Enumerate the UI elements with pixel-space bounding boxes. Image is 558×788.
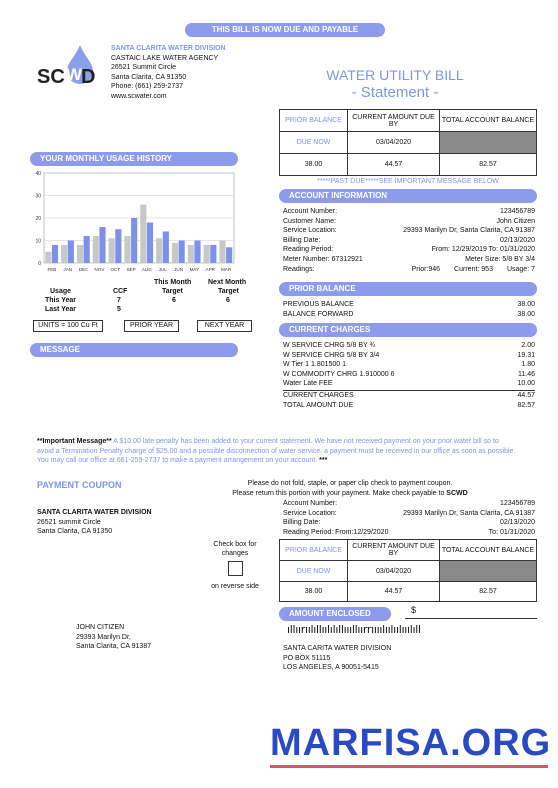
svg-text:W: W — [66, 65, 83, 84]
prior-balance-header: PRIOR BALANCE — [280, 110, 348, 132]
important-tail: *** — [317, 457, 328, 464]
coupon-due-date: 03/04/2020 — [348, 561, 440, 582]
chart-bar — [188, 245, 194, 263]
coupon-instructions — [200, 479, 500, 499]
checkbox-label: Check box for changes — [213, 541, 257, 557]
reading-period: From: 12/29/2019 To: 01/31/2020 — [431, 246, 535, 254]
sender-line: Santa Clarita, CA 91350 — [111, 73, 187, 81]
sender-line: www.scwater.com — [111, 92, 167, 100]
usage-reading: Usage: 7 — [506, 265, 535, 273]
prior-balance-section — [283, 300, 535, 319]
chart-ytick-label: 40 — [35, 171, 41, 177]
coupon-from-name: SANTA CLARITA WATER DIVISION — [37, 509, 152, 516]
charge-label: W SERVICE CHRG 5/8 BY 3/4 — [283, 351, 380, 359]
account-info-header: ACCOUNT INFORMATION — [279, 189, 537, 203]
change-checkbox-group — [203, 540, 267, 591]
coupon-due-now: DUE NOW — [280, 561, 348, 582]
chart-bar — [226, 247, 232, 263]
account-number-label: Account Number: — [283, 208, 338, 215]
total-balance-header: TOTAL ACCOUNT BALANCE — [440, 110, 537, 132]
current-reading: Current: 953 — [454, 265, 493, 273]
chart-bar — [68, 241, 74, 264]
readings-label: Readings: — [283, 265, 315, 273]
chart-ytick-label: 20 — [35, 216, 41, 222]
reverse-side-label: on reverse side — [211, 583, 259, 590]
chart-xtick-label: NOV — [94, 267, 105, 272]
charge-row — [283, 351, 535, 361]
charge-label: Water Late FEE — [283, 380, 333, 388]
chart-xtick-label: SEP — [126, 267, 136, 272]
coupon-from-line: 26521 summit Circle — [37, 518, 101, 526]
message-header: MESSAGE — [30, 343, 238, 357]
coupon-period-label: Reading Period: — [283, 528, 334, 536]
usage-header: Usage — [50, 288, 72, 295]
coupon-current-header: CURRENT AMOUNT DUE BY — [348, 540, 440, 561]
meter-number: Meter Number: 67312921 — [283, 255, 363, 263]
coupon-instruction-1: Please do not fold, staple, or paper clip check to payment coupon. — [247, 480, 453, 487]
ccf-header: CCF — [113, 288, 128, 295]
chart-bar — [194, 241, 200, 264]
watermark-underline — [270, 765, 548, 768]
previous-balance-label: PREVIOUS BALANCE — [283, 301, 354, 308]
chart-xtick-label: JUN — [174, 267, 184, 272]
chart-ytick-label: 0 — [38, 261, 41, 267]
chart-bar — [109, 238, 115, 263]
coupon-location-label: Service Location: — [283, 509, 337, 517]
total-amount-due: 82.57 — [517, 401, 535, 409]
coupon-billing: 02/13/2020 — [499, 519, 535, 527]
charge-row — [283, 379, 535, 389]
total-value: 82.57 — [440, 154, 537, 176]
account-number: 123456789 — [499, 208, 535, 215]
sender-line: CASTAIC LAKE WATER AGENCY — [111, 54, 219, 62]
this-month-target: 6 — [172, 297, 176, 304]
coupon-from-line: Santa Clarita, CA 91350 — [37, 528, 113, 536]
coupon-current-value: 44.57 — [348, 582, 440, 602]
usage-history-header: YOUR MONTHLY USAGE HISTORY — [30, 152, 238, 166]
amount-enclosed-label: AMOUNT ENCLOSED — [279, 607, 391, 621]
chart-bar — [124, 236, 130, 263]
payment-coupon-title: PAYMENT COUPON — [37, 480, 122, 490]
coupon-instruction-2: Please return this portion with your payment. Make check payable to — [232, 490, 447, 497]
payable-to: SCWD — [446, 490, 468, 497]
past-due-notice: *****PAST DUE*****SEE IMPORTANT MESSAGE BELOW — [317, 178, 499, 185]
target-header: Target — [162, 288, 183, 295]
billing-date: 02/13/2020 — [499, 236, 535, 244]
water-drop-icon — [35, 43, 105, 93]
chart-xtick-label: DEC — [78, 267, 89, 272]
chart-xtick-label: JUL — [158, 267, 167, 272]
chart-bar — [131, 218, 137, 263]
chart-xtick-label: FEB — [47, 267, 57, 272]
balance-forward-label: BALANCE FORWARD — [283, 310, 354, 318]
sender-line: Phone: (661) 259-2737 — [111, 83, 183, 91]
balance-forward: 38.00 — [517, 310, 535, 318]
svg-text:D: D — [81, 66, 96, 88]
chart-bar — [147, 223, 153, 264]
charge-row — [283, 370, 535, 380]
account-info — [283, 207, 535, 274]
chart-bar — [163, 232, 169, 264]
summary-table — [279, 109, 537, 176]
watermark-text: MARFISA.ORG — [270, 722, 552, 764]
coupon-total-header: TOTAL ACCOUNT BALANCE — [440, 540, 537, 561]
coupon-summary-table — [279, 539, 537, 602]
units-box: UNITS = 100 Cu Ft — [33, 320, 103, 332]
coupon-period-from: From:12/29/2020 — [335, 528, 389, 536]
chart-xtick-label: MAR — [220, 267, 232, 272]
usage-chart — [30, 167, 240, 277]
last-year-ccf: 5 — [117, 306, 121, 313]
svg-text:SC: SC — [37, 66, 65, 88]
charge-label: W Tier 1 1.801500 1 — [283, 361, 347, 369]
prior-balance-header-bar: PRIOR BALANCE — [279, 282, 537, 296]
chart-bar — [45, 252, 51, 263]
bill-title-line2: - Statement - — [351, 84, 439, 101]
sender-address — [111, 44, 226, 102]
charge-row — [283, 360, 535, 370]
this-year-ccf: 7 — [117, 297, 121, 304]
coupon-billing-label: Billing Date: — [283, 519, 321, 527]
coupon-prior-header: PRIOR BALANCE — [280, 540, 348, 561]
current-charges-header: CURRENT CHARGES — [279, 323, 537, 337]
change-checkbox[interactable] — [228, 561, 243, 576]
coupon-account: 123456789 — [499, 500, 535, 507]
customer-address-line: 29393 Marilyn Dr, — [76, 633, 131, 641]
coupon-total-value: 82.57 — [440, 582, 537, 602]
important-message — [37, 437, 517, 466]
remit-address-line: SANTA CARITA WATER DIVISION — [283, 645, 392, 652]
barcode: ıllıırıılıllıılılıllıııllıırrıııılıılıılııılıll — [287, 623, 421, 636]
customer-address-line: Santa Clarita, CA 91387 — [76, 643, 152, 651]
remit-address-line: LOS ANGELES, A 90051-5415 — [283, 664, 379, 672]
previous-balance: 38.00 — [517, 301, 535, 308]
charge-label: W SERVICE CHRG 5/8 BY ¾ — [283, 342, 376, 349]
chart-bar — [52, 245, 58, 263]
important-text: A $10.00 late penalty has been added to your current statement. We have not received payment on your prior water bill so to avoid a Termination Penalty charge of $25.00 and a possible disconnection of water service, a payment must be received in our office as soon as possible. You may call our office at 661-259-2737 to make a payment arrangement on your account. — [37, 438, 516, 464]
due-date: 03/04/2020 — [348, 132, 440, 154]
bill-title-line1: WATER UTILITY BILL — [326, 67, 464, 83]
chart-xtick-label: OCT — [110, 267, 121, 272]
chart-xtick-label: AUG — [141, 267, 152, 272]
service-location: 29393 Marilyn Dr, Santa Clarita, CA 91387 — [403, 227, 535, 235]
chart-xtick-label: APR — [205, 267, 215, 272]
chart-bar — [115, 229, 121, 263]
current-amount-header: CURRENT AMOUNT DUE BY — [348, 110, 440, 132]
current-charges-total: 44.57 — [517, 391, 535, 399]
next-month-target: 6 — [226, 297, 230, 304]
last-year-label: Last Year — [45, 306, 77, 313]
customer-name: John Citizen — [496, 217, 535, 225]
sender-line: 26521 Summit Circle — [111, 64, 176, 72]
next-month-header: Next Month — [208, 279, 247, 286]
due-now-label: DUE NOW — [280, 132, 348, 154]
chart-bar — [172, 243, 178, 263]
charges-list — [283, 341, 535, 410]
coupon-account-label: Account Number: — [283, 500, 338, 507]
next-year-button[interactable]: NEXT YEAR — [197, 320, 252, 332]
charge-amount: 19.31 — [517, 351, 535, 359]
prior-value: 38.00 — [280, 154, 348, 176]
charge-amount: 11.46 — [518, 370, 535, 378]
current-charges-label: CURRENT CHARGES — [283, 391, 354, 399]
chart-bar — [210, 245, 216, 263]
chart-ytick-label: 30 — [35, 193, 41, 200]
chart-bar — [93, 236, 99, 263]
customer-mailing-address — [76, 623, 151, 652]
prior-year-button[interactable]: PRIOR YEAR — [124, 320, 179, 332]
chart-bar — [77, 245, 83, 263]
this-month-header: This Month — [154, 279, 192, 286]
chart-bar — [204, 245, 210, 263]
chart-bar — [84, 236, 90, 263]
amount-enclosed-field[interactable] — [405, 605, 537, 619]
charge-amount: 10.00 — [517, 380, 535, 388]
sender-name: SANTA CLARITA WATER DIVISION — [111, 45, 226, 52]
chart-xtick-label: MAY — [189, 267, 200, 272]
total-amount-due-label: TOTAL AMOUNT DUE — [283, 401, 354, 409]
chart-bar — [61, 245, 67, 263]
chart-bar — [219, 241, 225, 264]
chart-bar — [99, 227, 105, 263]
current-value: 44.57 — [348, 154, 440, 176]
customer-name-label: Customer Name: — [283, 217, 336, 225]
coupon-shaded-cell — [440, 561, 537, 582]
charge-amount: 1.80 — [521, 361, 535, 369]
scwd-logo — [35, 43, 105, 93]
charge-label: W COMMODITY CHRG 1.910000 6 — [283, 370, 395, 378]
bill-due-banner: THIS BILL IS NOW DUE AND PAYABLE — [185, 23, 385, 37]
coupon-prior-value: 38.00 — [280, 582, 348, 602]
service-location-label: Service Location: — [283, 227, 337, 235]
prior-reading: Prior:946 — [411, 265, 441, 273]
this-year-label: This Year — [45, 297, 77, 304]
coupon-account-info — [283, 499, 535, 537]
remit-address — [283, 644, 391, 673]
dollar-sign: $ — [411, 605, 417, 615]
coupon-location: 29393 Marilyn Dr, Santa Clarita, CA 91387 — [403, 509, 535, 517]
chart-bar — [140, 205, 146, 264]
important-label: **Important Message** — [37, 438, 112, 445]
chart-ytick-label: 10 — [35, 238, 41, 245]
billing-date-label: Billing Date: — [283, 236, 321, 244]
chart-xtick-label: JAN — [63, 267, 73, 272]
coupon-from-address — [37, 508, 152, 537]
bill-title — [300, 66, 490, 102]
coupon-period-to: To: 01/31/2020 — [488, 528, 535, 536]
meter-size: Meter Size: 5/8 BY 3/4 — [465, 255, 535, 263]
charge-row — [283, 341, 535, 351]
customer-address-line: JOHN CITIZEN — [76, 624, 125, 631]
remit-address-line: PO BOX 51115 — [283, 654, 331, 662]
reading-period-label: Reading Period: — [283, 246, 334, 254]
usage-table — [36, 279, 251, 315]
marfisa-watermark — [270, 722, 552, 768]
target-header-next: Target — [218, 288, 239, 295]
chart-bar — [179, 241, 185, 264]
charge-amount: 2.00 — [521, 342, 535, 349]
total-shaded-cell — [440, 132, 537, 154]
chart-bar — [156, 238, 162, 263]
